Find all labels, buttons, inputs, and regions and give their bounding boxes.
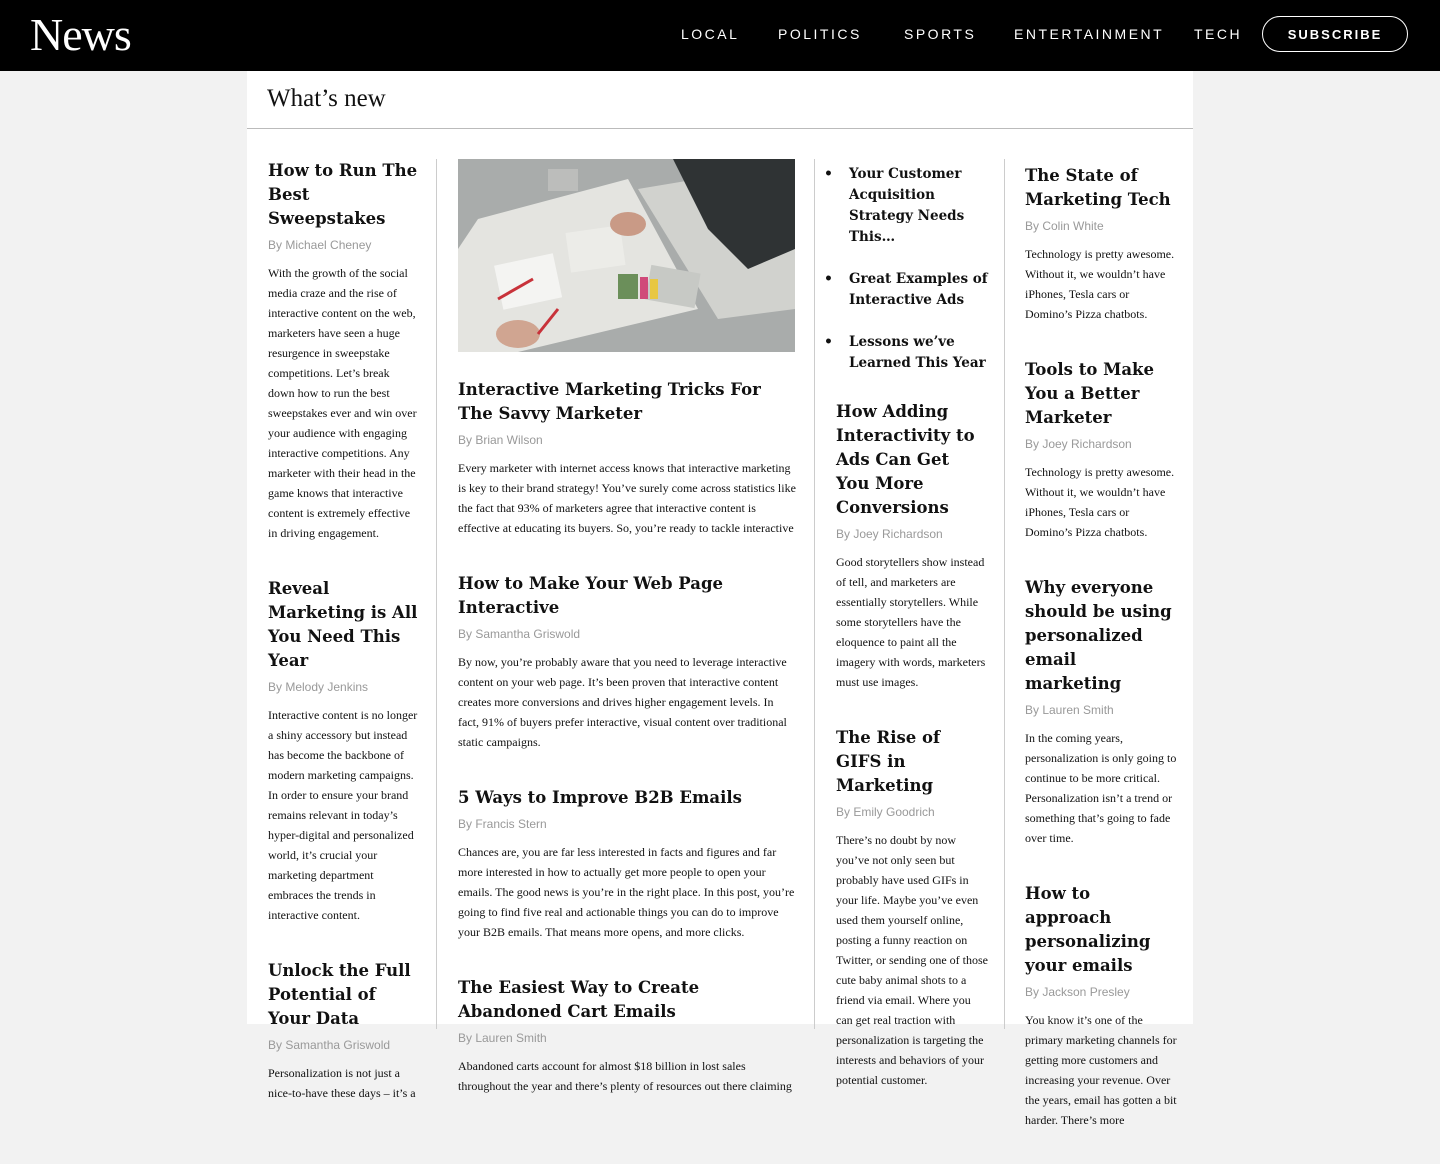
bullet-dot-icon: • — [824, 334, 833, 350]
article-headline[interactable]: How Adding Interactivity to Ads Can Get You More Conversions — [836, 402, 975, 517]
bullet-label: Your Customer Acquisition Strategy Needs This… — [849, 166, 965, 245]
photo-illustration-icon — [458, 159, 795, 352]
article-headline[interactable]: How to Run The Best Sweepstakes — [268, 161, 418, 228]
article-card — [1025, 358, 1177, 542]
article-card — [458, 378, 796, 538]
article-card — [458, 786, 796, 942]
article-card — [1025, 164, 1177, 324]
article-excerpt: In the coming years, personalization is only going to continue to be more critical. Personalization isn’t a trend or something that’s going to fade over time. — [1025, 731, 1177, 845]
article-headline[interactable]: The State of Marketing Tech — [1025, 166, 1171, 209]
article-headline[interactable]: Tools to Make You a Better Marketer — [1025, 360, 1154, 427]
column-3-articles — [824, 400, 988, 1090]
article-card — [1025, 576, 1177, 848]
column-3 — [824, 164, 994, 1124]
article-excerpt: You know it’s one of the primary marketing channels for getting more customers and increasing your revenue. Over the years, email has gotten a bit harder. There’s more — [1025, 1013, 1177, 1127]
bullet-link[interactable] — [824, 164, 994, 248]
column-2 — [458, 159, 796, 1130]
bullet-link[interactable] — [824, 269, 994, 311]
article-excerpt: There’s no doubt by now you’ve not only seen but probably have used GIFs in your life. Maybe you’ve even used them yourself online, posting a funny reaction on Twitter, or sending one of those cute baby animal shots to a friend via email. Where you can get real traction with personalization is targeting the interests and behaviors of your potential customer. — [836, 833, 988, 1087]
column-divider — [814, 159, 815, 1029]
article-card — [458, 976, 796, 1096]
site-logo[interactable]: News — [30, 9, 131, 60]
article-excerpt: Every marketer with internet access knows that interactive marketing is key to their brand strategy! You’ve surely come across statistics like the fact that 93% of marketers agree that interactive content is effective at educating its buyers. So, you’re ready to tackle interactive — [458, 461, 796, 535]
column-divider — [1004, 159, 1005, 1029]
bullet-label: Lessons we’ve Learned This Year — [849, 334, 986, 371]
article-excerpt: With the growth of the social media craze and the rise of interactive content on the web, marketers have seen a huge resurgence in sweepstake competitions. Let’s break down how to run the best sweepstakes ever and win over your audience with engaging interactive competitions. Any marketer with their head in the game knows that interactive content is extremely effective in driving engagement. — [268, 266, 417, 540]
article-excerpt: Technology is pretty awesome. Without it, we wouldn’t have iPhones, Tesla cars or Domino’s Pizza chatbots. — [1025, 465, 1175, 539]
bullet-label: Great Examples of Interactive Ads — [849, 271, 988, 308]
article-byline: By Colin White — [1025, 219, 1104, 233]
article-excerpt: Interactive content is no longer a shiny accessory but instead has become the backbone of modern marketing campaigns. In order to ensure your brand remains relevant in today’s hyper-digital and personalized world, it’s crucial your marketing department embraces the trends in interactive content. — [268, 708, 418, 922]
article-headline[interactable]: Reveal Marketing is All You Need This Year — [268, 579, 418, 670]
article-byline: By Brian Wilson — [458, 433, 543, 447]
bullet-dot-icon: • — [824, 271, 833, 287]
content-sheet — [247, 71, 1193, 1127]
article-byline: By Joey Richardson — [836, 527, 943, 541]
article-headline[interactable]: How to approach personalizing your emails — [1025, 884, 1151, 975]
article-card — [836, 726, 988, 1090]
top-navigation-bar — [0, 0, 1440, 71]
article-byline: By Lauren Smith — [1025, 703, 1114, 717]
nav-link-entertainment[interactable]: ENTERTAINMENT — [1014, 26, 1165, 42]
article-byline: By Jackson Presley — [1025, 985, 1130, 999]
article-excerpt: Technology is pretty awesome. Without it, we wouldn’t have iPhones, Tesla cars or Domino’s Pizza chatbots. — [1025, 247, 1175, 321]
article-headline[interactable]: 5 Ways to Improve B2B Emails — [458, 788, 742, 807]
article-headline[interactable]: Unlock the Full Potential of Your Data — [268, 961, 411, 1028]
article-excerpt: Chances are, you are far less interested in facts and figures and far more interested in how to actually get more people to open your emails. The good news is you’re in the right place. In this post, you’re going to find five real and actionable things you can do to improve your B2B emails. That means more opens, and more clicks. — [458, 845, 795, 939]
nav-link-local[interactable]: LOCAL — [681, 26, 740, 42]
article-byline: By Joey Richardson — [1025, 437, 1132, 451]
subscribe-button[interactable]: SUBSCRIBE — [1262, 16, 1408, 52]
article-byline: By Emily Goodrich — [836, 805, 935, 819]
article-card — [268, 577, 418, 925]
column-1 — [268, 159, 418, 1137]
article-headline[interactable]: The Easiest Way to Create Abandoned Cart Emails — [458, 978, 700, 1021]
article-excerpt: Personalization is not just a nice-to-have these days – it’s a — [268, 1066, 416, 1100]
article-excerpt: Good storytellers show instead of tell, and marketers are essentially storytellers. While some storytellers have the eloquence to paint all the imagery with words, marketers must use images. — [836, 555, 986, 689]
nav-link-tech[interactable]: TECH — [1194, 26, 1243, 42]
article-excerpt: By now, you’re probably aware that you need to leverage interactive content on your web page. It’s been proven that interactive content creates more conversions and drives higher engagement levels. In fact, 91% of buyers prefer interactive, visual content over traditional static campaigns. — [458, 655, 787, 749]
marketing-meeting-photo[interactable] — [458, 159, 795, 352]
main-nav — [0, 0, 1440, 71]
article-headline[interactable]: The Rise of GIFS in Marketing — [836, 728, 941, 795]
bullet-dot-icon: • — [824, 166, 833, 182]
article-card — [268, 159, 418, 543]
article-card — [836, 400, 988, 692]
article-card — [1025, 882, 1177, 1130]
nav-link-sports[interactable]: SPORTS — [904, 26, 977, 42]
column-4 — [1025, 164, 1177, 1164]
article-card — [458, 572, 796, 752]
article-byline: By Francis Stern — [458, 817, 547, 831]
article-byline: By Samantha Griswold — [458, 627, 581, 641]
article-card — [268, 959, 418, 1103]
nav-link-politics[interactable]: POLITICS — [778, 26, 862, 42]
section-divider — [247, 128, 1193, 129]
column-divider — [436, 159, 437, 1029]
article-byline: By Michael Cheney — [268, 238, 372, 252]
bullet-link[interactable] — [824, 332, 994, 374]
article-headline[interactable]: Interactive Marketing Tricks For The Savvy Marketer — [458, 380, 761, 423]
article-headline[interactable]: Why everyone should be using personalized email marketing — [1025, 578, 1172, 693]
article-headline[interactable]: How to Make Your Web Page Interactive — [458, 574, 723, 617]
section-title: What’s new — [267, 85, 386, 112]
article-excerpt: Abandoned carts account for almost $18 billion in lost sales throughout the year and there’s plenty of resources out there claiming — [458, 1059, 792, 1093]
bullet-list — [824, 164, 994, 374]
article-byline: By Lauren Smith — [458, 1031, 547, 1045]
article-byline: By Melody Jenkins — [268, 680, 369, 694]
article-byline: By Samantha Griswold — [268, 1038, 391, 1052]
